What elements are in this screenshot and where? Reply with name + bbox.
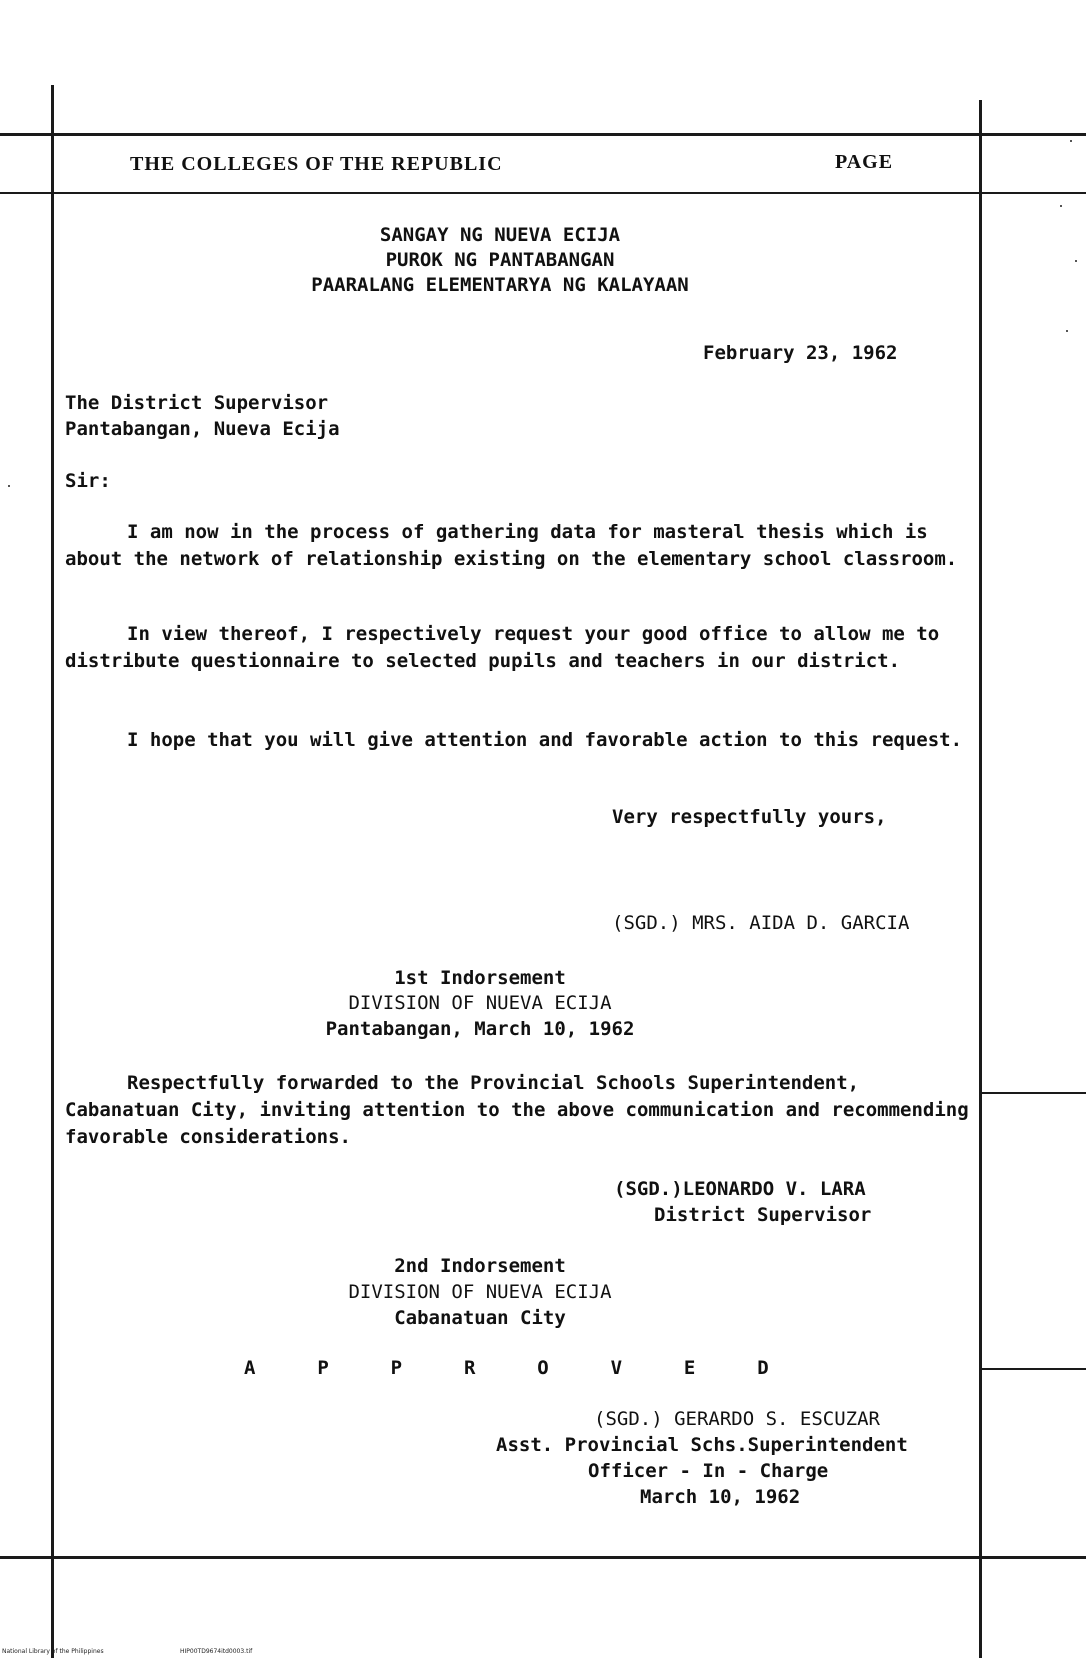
indorsement-2-signature: (SGD.) GERARDO S. ESCUZAR bbox=[594, 1408, 880, 1430]
letterhead-line-2: PUROK NG PANTABANGAN bbox=[385, 249, 615, 271]
scan-speck bbox=[1070, 140, 1072, 142]
indorsement-1-signature: (SGD.)LEONARDO V. LARA bbox=[614, 1178, 866, 1200]
recipient-line-2: Pantabangan, Nueva Ecija bbox=[65, 418, 340, 440]
page-header-label: PAGE bbox=[835, 151, 894, 173]
right-side-rule-1 bbox=[979, 1092, 1086, 1094]
letter-date: February 23, 1962 bbox=[703, 342, 898, 364]
indorsement-1-place-date: Pantabangan, March 10, 1962 bbox=[325, 1018, 635, 1040]
right-margin-line bbox=[979, 100, 982, 1658]
indorsement-1-title: 1st Indorsement bbox=[394, 967, 566, 989]
indorsement-2-title: 2nd Indorsement bbox=[394, 1255, 566, 1277]
indorsement-1-body: Respectfully forwarded to the Provincial Schools Superintendent, Cabanatuan City, inviting attention to the above communication and recommending favorable considerations. bbox=[65, 1072, 969, 1148]
letterhead-line-3: PAARALANG ELEMENTARYA NG KALAYAAN bbox=[311, 274, 689, 296]
scan-speck bbox=[1075, 260, 1077, 262]
recipient-line-1: The District Supervisor bbox=[65, 392, 329, 414]
header-bottom-rule bbox=[0, 192, 1086, 194]
salutation: Sir: bbox=[65, 470, 111, 492]
scan-speck bbox=[1066, 330, 1068, 332]
indorsement-2-place: Cabanatuan City bbox=[394, 1307, 566, 1329]
letter-paragraph-2: In view thereof, I respectively request your good office to allow me to distribute questionnaire to selected pupils and teachers in our district. bbox=[65, 623, 940, 672]
indorsement-2-signature-role: Officer - In - Charge bbox=[588, 1460, 829, 1482]
left-margin-line bbox=[51, 85, 54, 1658]
indorsement-1-signature-title: District Supervisor bbox=[654, 1204, 872, 1226]
right-side-rule-2 bbox=[979, 1368, 1086, 1370]
letter-closing: Very respectfully yours, bbox=[612, 806, 887, 828]
indorsement-2-office: DIVISION OF NUEVA ECIJA bbox=[348, 1281, 612, 1303]
indorsement-1-office: DIVISION OF NUEVA ECIJA bbox=[348, 992, 612, 1014]
letter-signature: (SGD.) MRS. AIDA D. GARCIA bbox=[612, 912, 910, 934]
approved-stamp: A P P R O V E D bbox=[244, 1357, 782, 1379]
indorsement-2-signature-title: Asst. Provincial Schs.Superintendent bbox=[496, 1434, 908, 1456]
bottom-rule bbox=[0, 1556, 1086, 1559]
header-top-rule bbox=[0, 133, 1086, 136]
page-header-title: THE COLLEGES OF THE REPUBLIC bbox=[130, 153, 503, 175]
scan-speck bbox=[1060, 205, 1062, 207]
footer-file-id: HIP00TD9674itd0003.tif bbox=[180, 1648, 253, 1655]
letter-paragraph-3: I hope that you will give attention and favorable action to this request. bbox=[127, 729, 963, 751]
letterhead-line-1: SANGAY NG NUEVA ECIJA bbox=[379, 224, 621, 246]
scan-speck bbox=[8, 485, 10, 487]
letter-paragraph-1: I am now in the process of gathering data for masteral thesis which is about the network of relationship existing on the elementary school classroom. bbox=[65, 521, 958, 570]
footer-library: National Library of the Philippines bbox=[2, 1648, 104, 1655]
indorsement-2-signature-date: March 10, 1962 bbox=[640, 1486, 801, 1508]
